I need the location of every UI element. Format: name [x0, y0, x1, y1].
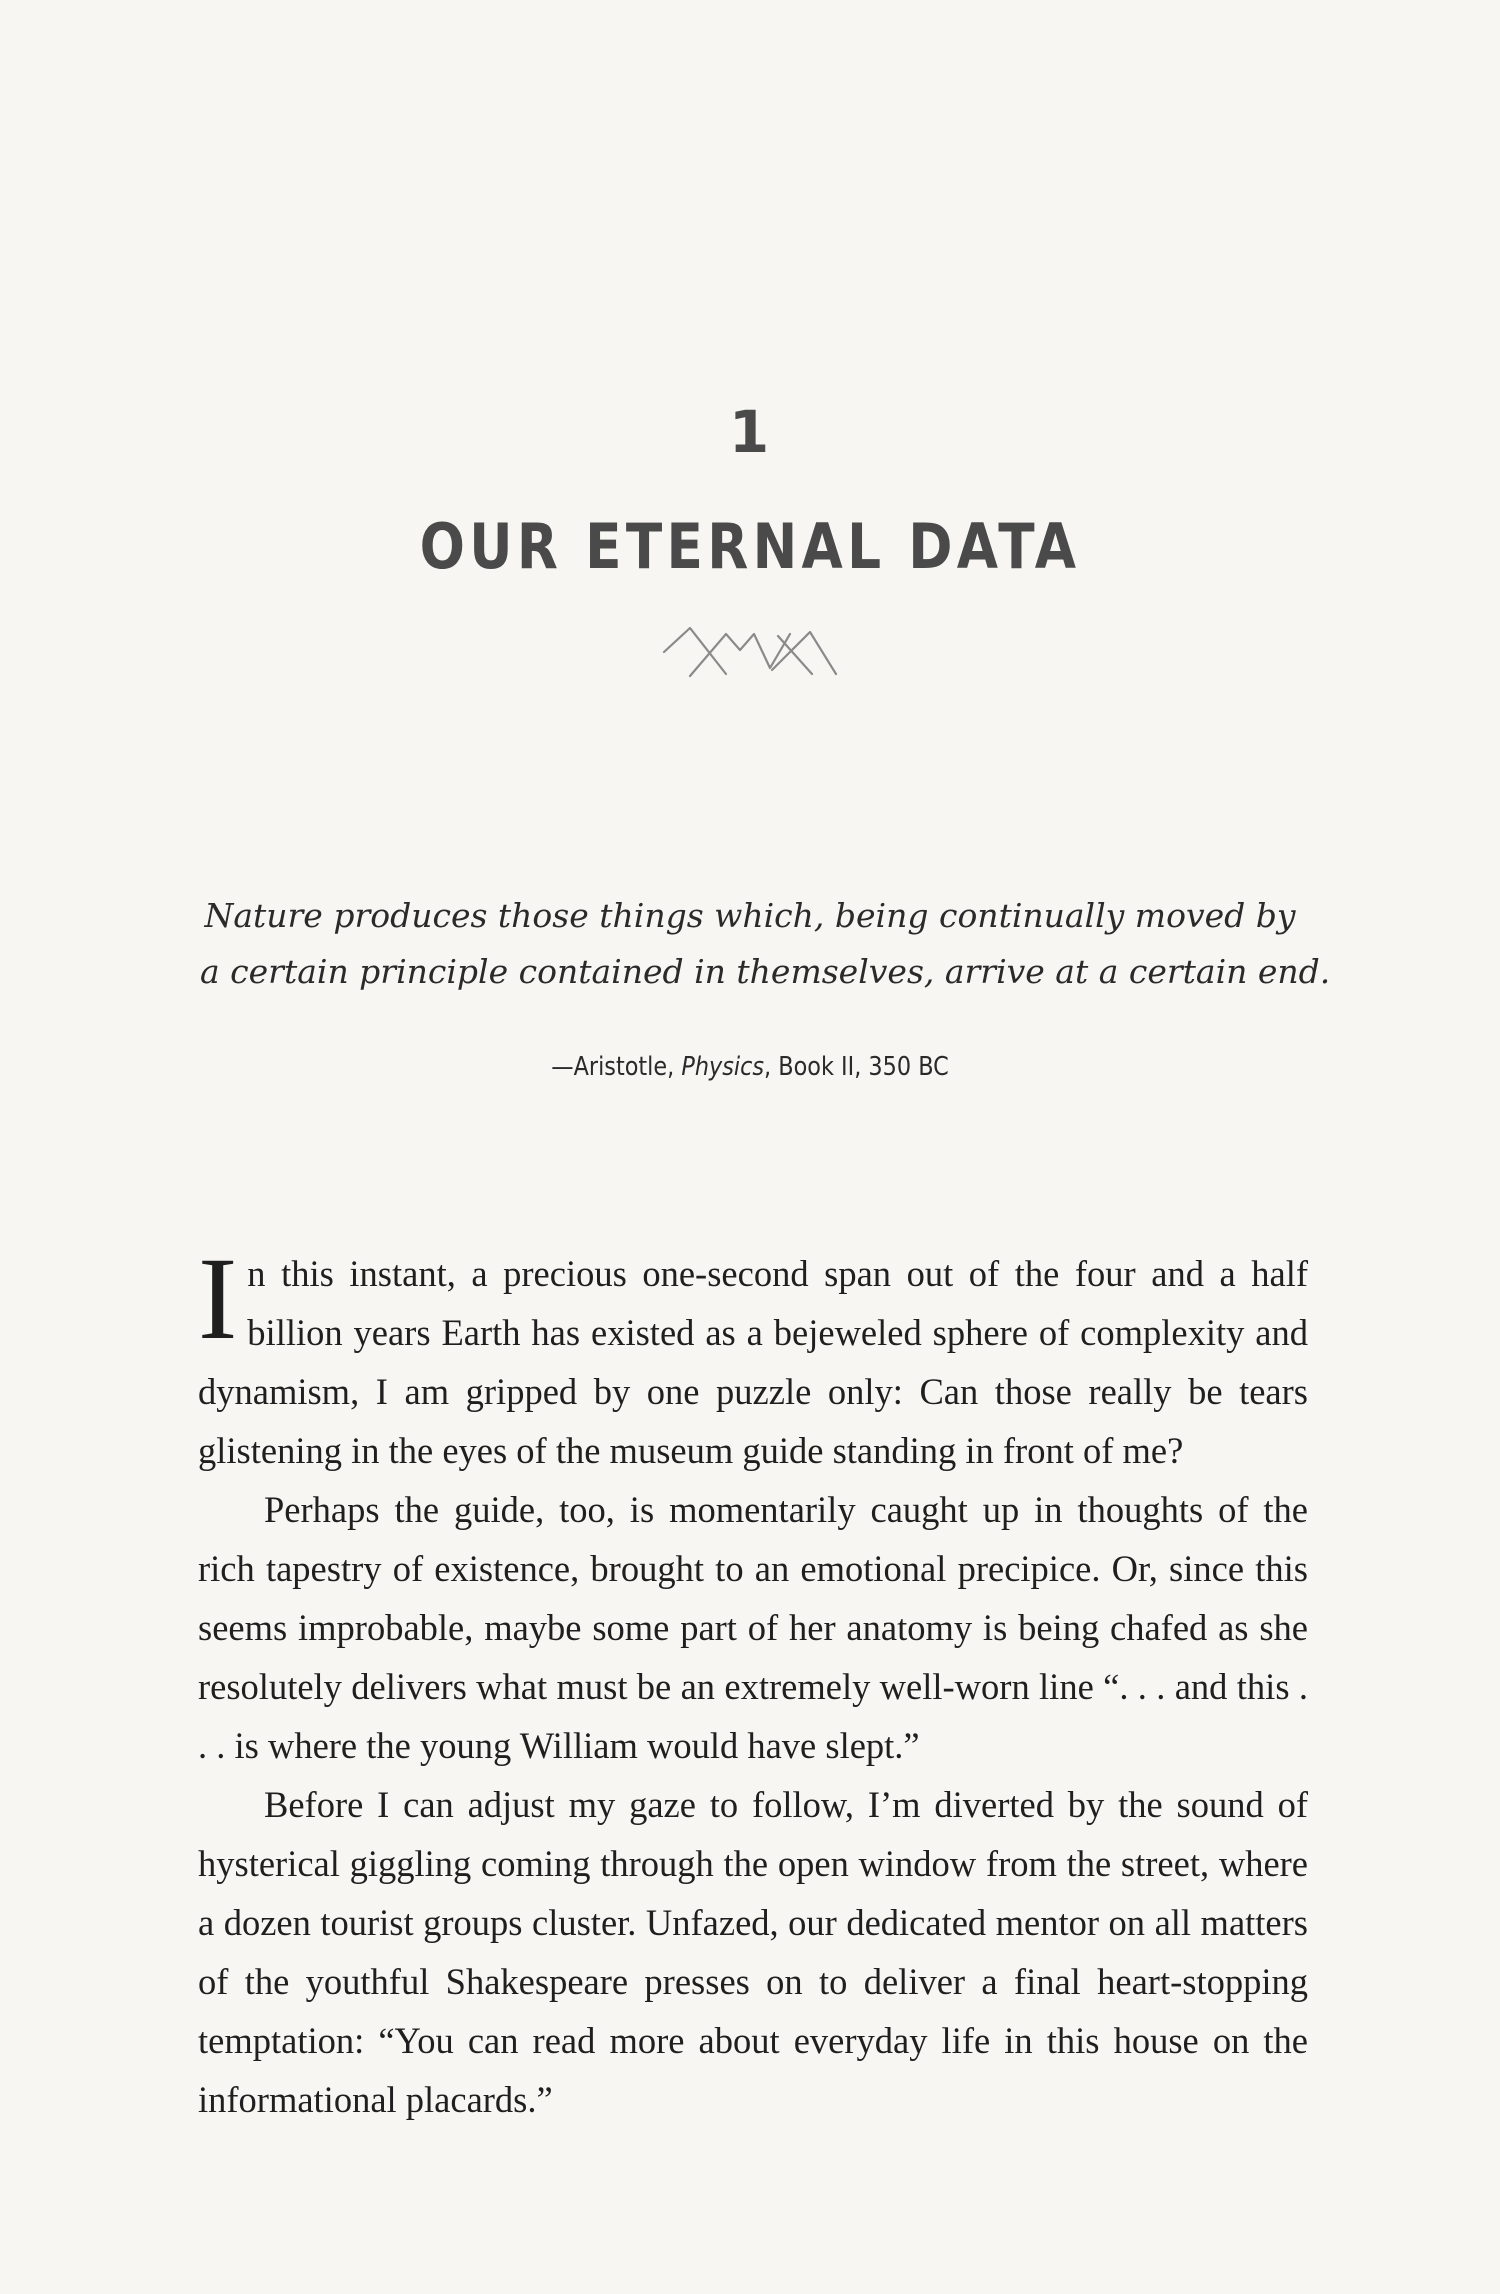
- chapter-number: 1: [728, 398, 772, 466]
- paragraph-1: [198, 1233, 1308, 1480]
- drop-cap: I: [198, 1233, 238, 1364]
- paragraph-1-text: n this instant, a precious one-second span out of the four and a half billion years Earth has existed as a bejeweled sphere of complexity and dynamism, I am gripped by one puzzle only: Can those really be tears glistening in the eyes of the museum guide standing in front of me?: [198, 1253, 1308, 1471]
- attribution-author: —Aristotle,: [551, 1052, 682, 1082]
- epigraph-attribution: [105, 1052, 1395, 1082]
- epigraph: [200, 888, 1331, 1000]
- attribution-source: , Book II, 350 BC: [764, 1052, 949, 1082]
- chapter-title: OUR ETERNAL DATA: [419, 510, 1081, 583]
- attribution-work: Physics: [681, 1052, 765, 1082]
- paragraph-2: Perhaps the guide, too, is momentarily caught up in thoughts of the rich tapestry of existence, brought to an emotional precipice. Or, since this seems improbable, maybe some part of her anatomy is being chafed as she resolutely delivers what must be an extremely well-worn line “. . . and this . . . is where the young William would have slept.”: [198, 1489, 1308, 1766]
- zigzag-ornament-icon: [660, 612, 840, 682]
- chapter-body: [198, 1233, 1308, 2129]
- epigraph-line-2: a certain principle contained in themselves, arrive at a certain end.: [200, 952, 1331, 991]
- paragraph-3: Before I can adjust my gaze to follow, I’m diverted by the sound of hysterical giggling coming through the open window from the street, where a dozen tourist groups cluster. Unfazed, our dedicated mentor on all matters of the youthful Shakespeare presses on to deliver a final heart-stopping temptation: “You can read more about everyday life in this house on the informational placards.”: [198, 1784, 1308, 2120]
- epigraph-line-1: Nature produces those things which, being continually moved by: [204, 896, 1296, 935]
